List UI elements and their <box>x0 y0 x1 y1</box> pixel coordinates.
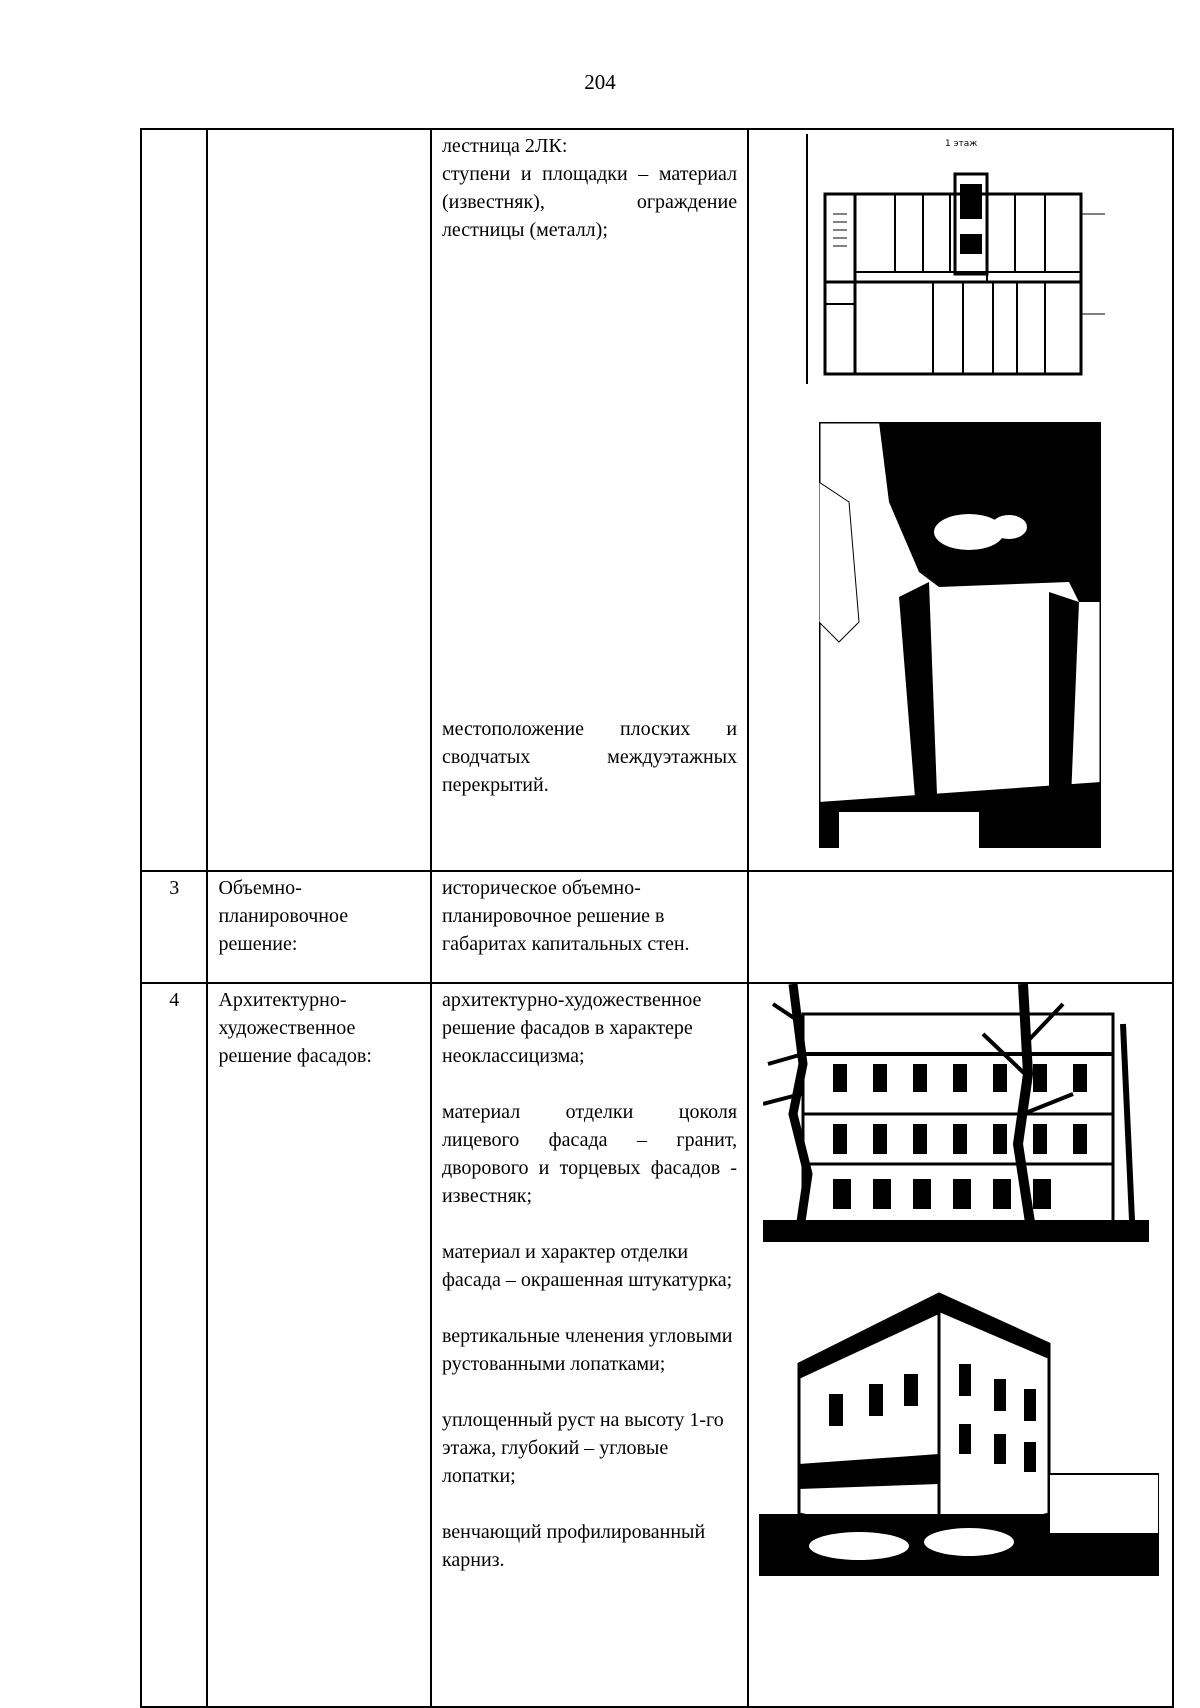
ceilings-location: местоположение плоских и сводчатых междуэтажных перекрытий. <box>441 718 738 796</box>
floor-plan-image <box>805 134 1105 394</box>
facade-paragraph: уплощенный руст на высоту 1-го этажа, глубокий – угловые лопатки; <box>441 1409 724 1487</box>
table-row <box>141 983 1173 1707</box>
row-number-cell: 4 <box>141 983 207 1707</box>
page-number: 204 <box>584 70 616 94</box>
staircase-materials: ступени и площадки – материал (известняк), ограждение лестницы (металл); <box>441 163 738 241</box>
images-cell <box>748 129 1173 871</box>
facade-paragraph: материал и характер отделки фасада – окрашенная штукатурка; <box>441 1241 733 1291</box>
row-name-cell <box>207 129 431 871</box>
row-description-cell <box>431 983 748 1707</box>
row-description-cell: историческое объемно-планировочное решение в габаритах капитальных стен. <box>431 871 748 983</box>
facade-corner-photo <box>759 1284 1159 1576</box>
facade-front-photo <box>763 984 1149 1242</box>
table-row <box>141 871 1173 983</box>
facade-paragraph: вертикальные членения угловыми рустованными лопатками; <box>441 1325 733 1375</box>
images-cell <box>748 983 1173 1707</box>
staircase-heading: лестница 2ЛК: <box>441 135 568 157</box>
features-table <box>140 128 1174 1708</box>
facade-paragraph: материал отделки цоколя лицевого фасада – гранит, дворового и торцевых фасадов - известняк; <box>441 1101 738 1207</box>
row-number-cell <box>141 129 207 871</box>
facade-paragraph: архитектурно-художественное решение фасадов в характере неоклассицизма; <box>441 989 702 1067</box>
facade-paragraph: венчающий профилированный карниз. <box>441 1521 706 1571</box>
images-cell <box>748 871 1173 983</box>
plan-label: 1 этаж <box>945 139 978 149</box>
table-row <box>141 129 1173 871</box>
row-name-cell: Архитектурно-художественное решение фасадов: <box>207 983 431 1707</box>
row-number-cell: 3 <box>141 871 207 983</box>
row-description-cell <box>431 129 748 871</box>
row-name-cell: Объемно-планировочное решение: <box>207 871 431 983</box>
staircase-photo <box>819 422 1101 848</box>
